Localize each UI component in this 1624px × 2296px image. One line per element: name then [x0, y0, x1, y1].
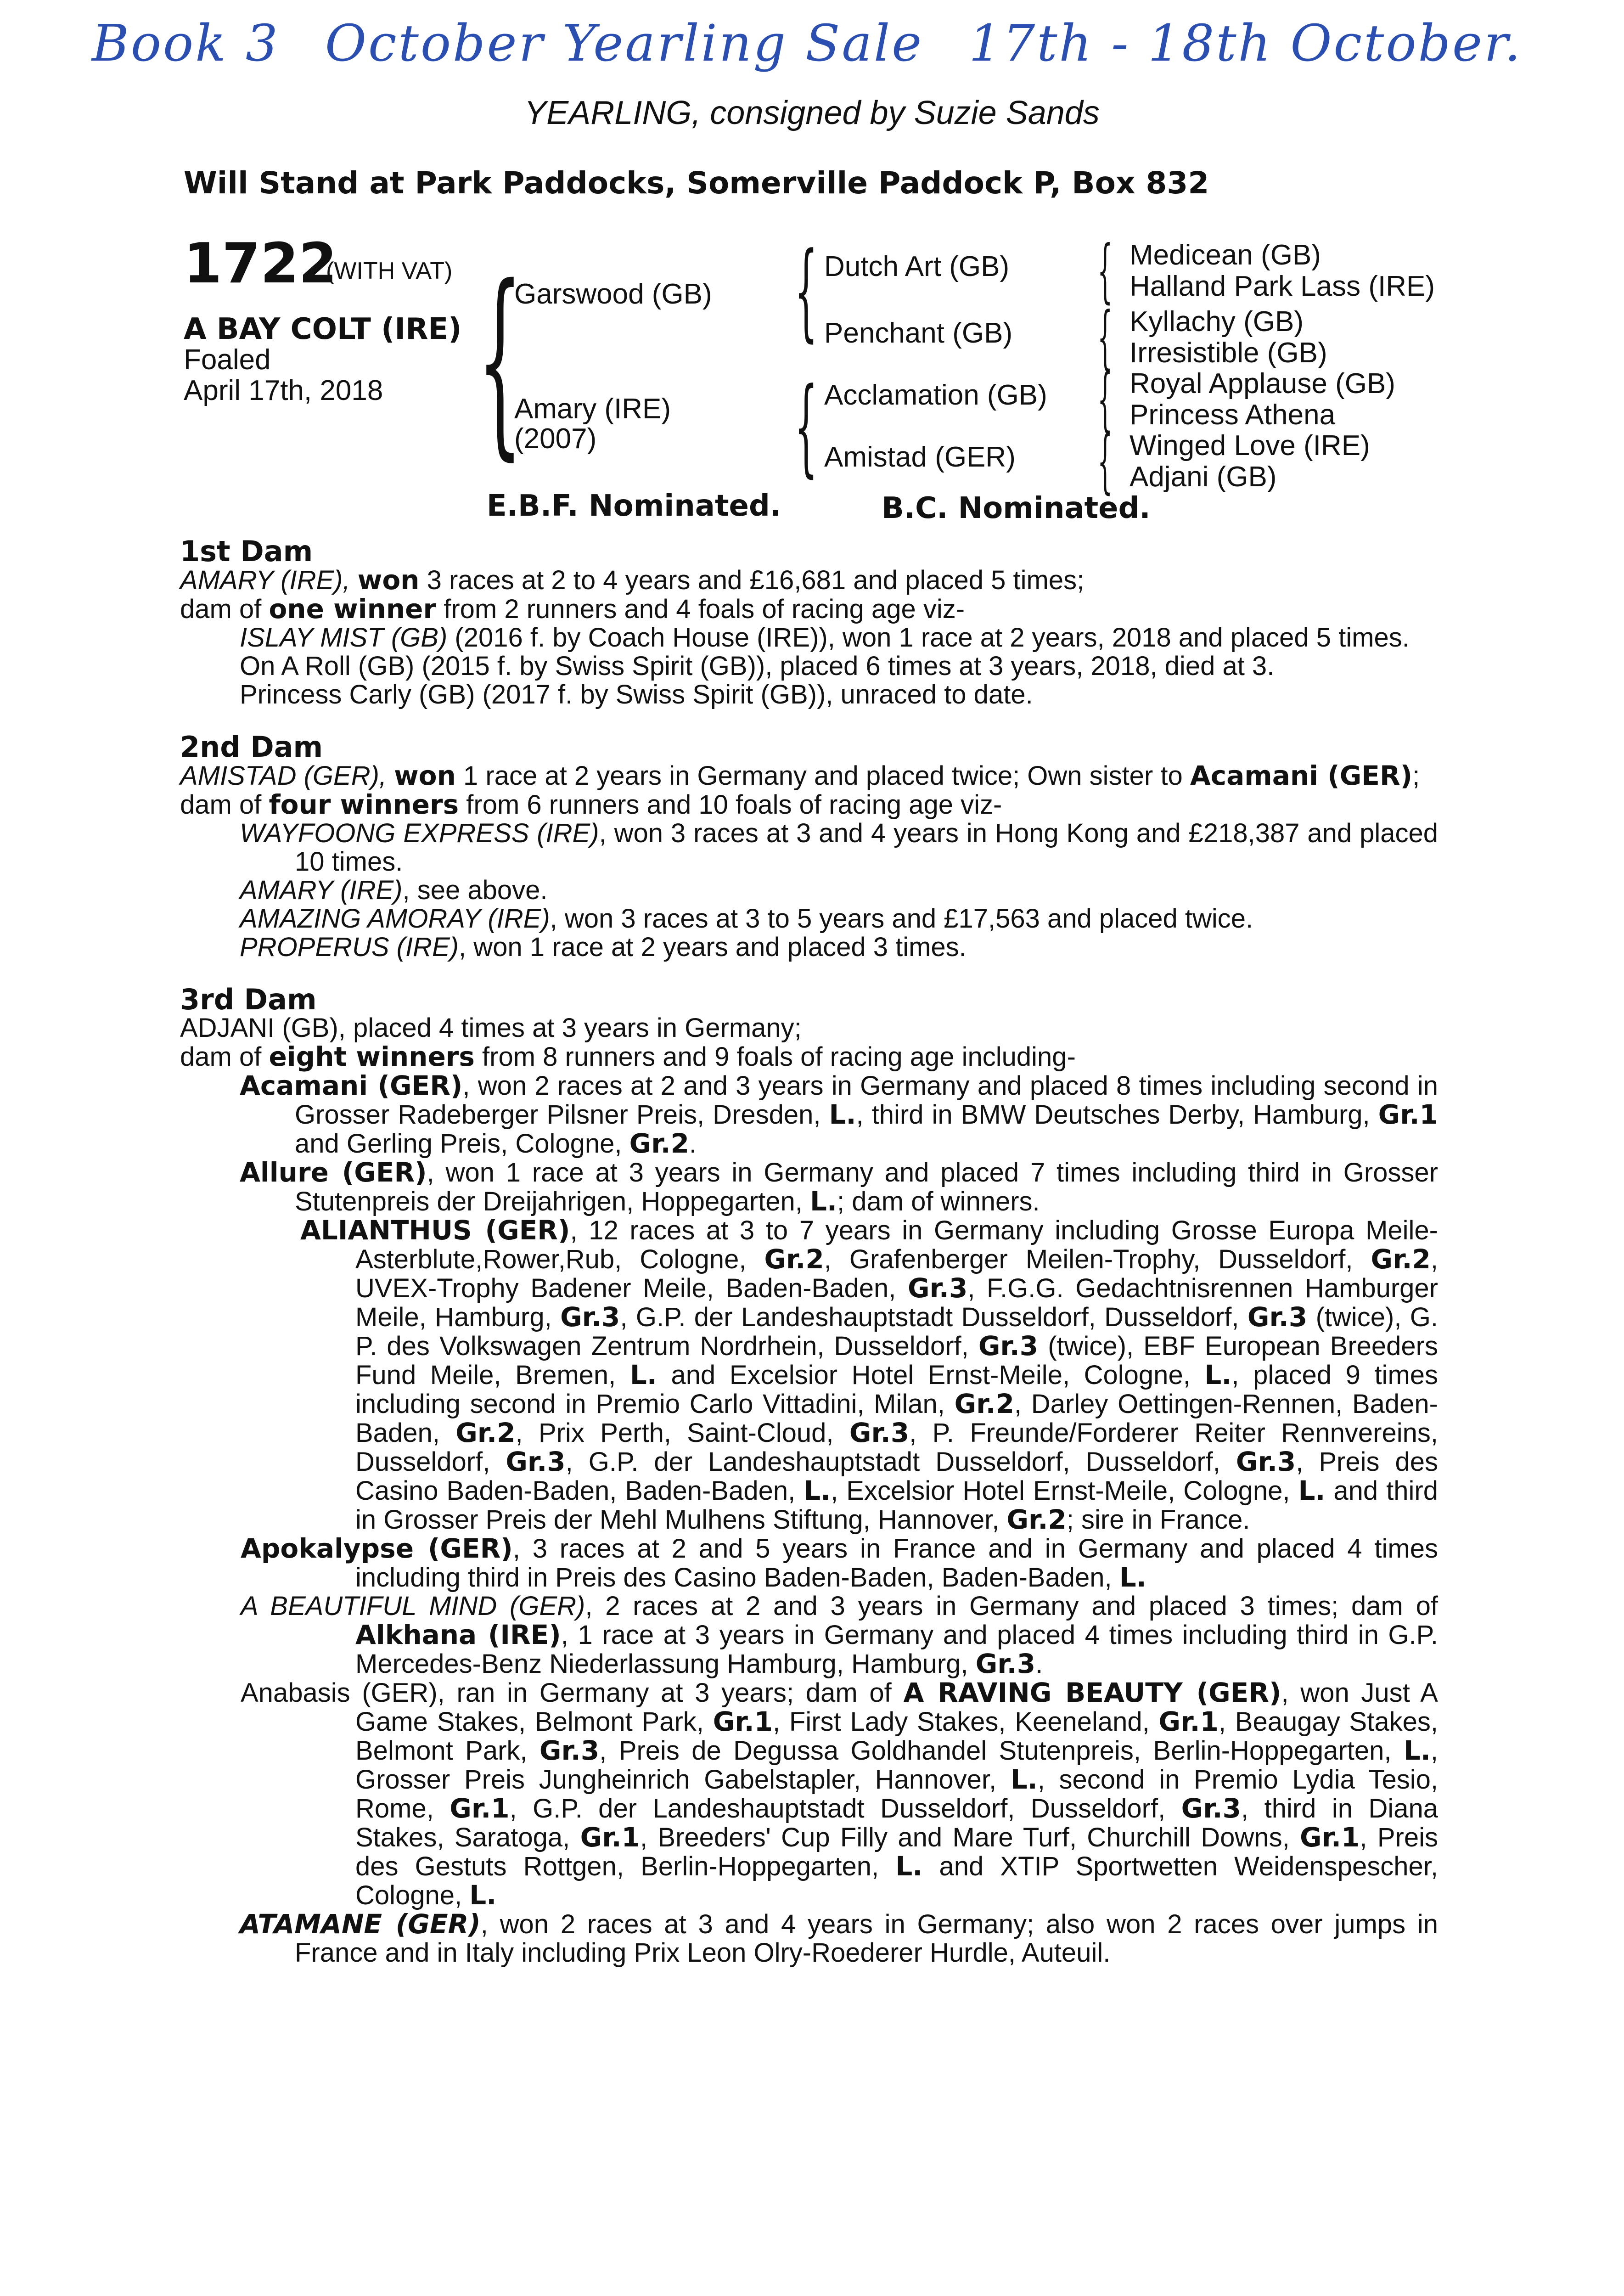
pedigree-dam: Amary (IRE): [514, 393, 671, 425]
produce-entry-beautiful-mind: A BEAUTIFUL MIND (GER), 2 races at 2 and 3 years in Germany and placed 3 times; dam of Alkhana (IRE), 1 race at 3 years in Germany and placed 4 times including third in G.P. Mercedes-Benz Niederlassung Hamburg, Hamburg, Gr.3.: [241, 1591, 1438, 1679]
catalogue-body: [180, 537, 1438, 1967]
foaled-label: Foaled: [184, 344, 271, 376]
first-dam-produce-summary: dam of one winner from 2 runners and 4 foals of racing age viz-: [180, 593, 965, 625]
produce-entry-alianthus: ALIANTHUS (GER), 12 races at 3 to 7 years in Germany including Grosse Europa Meile-Asterblute,Rower,Rub, Cologne, Gr.2, Grafenberger Meilen-Trophy, Dusseldorf, Gr.2, UVEX-Trophy Badener Meile, Baden-Baden, Gr.3, F.G.G. Gedachtnisrennen Hamburger Meile, Hamburg, Gr.3, G.P. der Landeshauptstadt Dusseldorf, Dusseldorf, Gr.3 (twice), G. P. des Volkswagen Zentrum Nordrhein, Dusseldorf, Gr.3 (twice), EBF European Breeders Fund Meile, Bremen, L. and Excelsior Hotel Ernst-Meile, Cologne, L., placed 9 times including second in Premio Carlo Vittadini, Milan, Gr.2, Darley Oettingen-Rennen, Baden-Baden, Gr.2, Prix Perth, Saint-Cloud, Gr.3, P. Freunde/Forderer Reiter Rennvereins, Dusseldorf, Gr.3, G.P. der Landeshauptstadt Dusseldorf, Dusseldorf, Gr.3, Preis des Casino Baden-Baden, Baden-Baden, L., Excelsior Hotel Ernst-Meile, Cologne, L. and third in Grosser Preis der Mehl Mulhens Stiftung, Hannover, Gr.2; sire in France.: [300, 1215, 1439, 1535]
pedigree-ggsire-3: Royal Applause (GB): [1129, 368, 1395, 400]
stand-location: Will Stand at Park Paddocks, Somerville Paddock P, Box 832: [184, 165, 1209, 201]
handwritten-annotation: [92, 14, 1550, 73]
consignor-line: YEARLING, consigned by Suzie Sands: [524, 95, 1100, 131]
produce-entry-acamani: Acamani (GER), won 2 races at 2 and 3 years in Germany and placed 8 times including second in Grosser Radeberger Pilsner Preis, Dresden, L., third in BMW Deutsches Derby, Hamburg, Gr.1 and Gerling Preis, Cologne, Gr.2.: [240, 1070, 1438, 1159]
first-dam-line: AMARY (IRE), won 3 races at 2 to 4 years and £16,681 and placed 5 times;: [180, 564, 1085, 596]
produce-entry-allure: Allure (GER), won 1 race at 3 years in Germany and placed 7 times including third in Grosser Stutenpreis der Dreijahrigen, Hoppegarten, L.; dam of winners.: [240, 1157, 1438, 1217]
third-dam-line: ADJANI (GB), placed 4 times at 3 years in Germany;: [180, 1013, 802, 1043]
second-dam-heading: 2nd Dam: [180, 730, 323, 764]
produce-entry: ISLAY MIST (GB) (2016 f. by Coach House (IRE)), won 1 race at 2 years, 2018 and placed 5 times.: [240, 623, 1410, 653]
pedigree-brace: {: [1097, 360, 1113, 439]
foaled-date: April 17th, 2018: [184, 375, 383, 406]
pedigree-brace: {: [794, 230, 818, 353]
ebf-nominated: E.B.F. Nominated.: [487, 489, 781, 523]
pedigree-sire: Garswood (GB): [514, 278, 712, 310]
first-dam-heading: 1st Dam: [180, 535, 313, 568]
produce-entry: WAYFOONG EXPRESS (IRE), won 3 races at 3 and 4 years in Hong Kong and £218,387 and placed 10 times.: [240, 818, 1438, 877]
pedigree-dam-year: (2007): [514, 423, 597, 455]
third-dam-produce-summary: dam of eight winners from 8 runners and 9 foals of racing age including-: [180, 1041, 1076, 1072]
second-dam-produce-summary: dam of four winners from 6 runners and 10 foals of racing age viz-: [180, 789, 1002, 820]
pedigree-grandsire-2: Acclamation (GB): [824, 379, 1047, 411]
third-dam-heading: 3rd Dam: [180, 983, 317, 1016]
pedigree-brace: {: [794, 366, 818, 488]
pedigree-ggsire-1: Medicean (GB): [1129, 239, 1321, 271]
handwritten-book: Book 3: [92, 14, 280, 73]
second-dam-line: AMISTAD (GER), won 1 race at 2 years in Germany and placed twice; Own sister to Acamani (GER);: [180, 760, 1420, 791]
pedigree-granddam-2: Amistad (GER): [824, 441, 1016, 473]
pedigree-ggdam-4: Adjani (GB): [1129, 461, 1277, 493]
handwritten-sale: October Yearling Sale: [325, 14, 924, 73]
produce-entry-atamane: ATAMANE (GER), won 2 races at 3 and 4 years in Germany; also won 2 races over jumps in France and in Italy including Prix Leon Olry-Roederer Hurdle, Auteuil.: [240, 1908, 1438, 1968]
pedigree-brace: {: [1097, 298, 1113, 377]
produce-entry-apokalypse: Apokalypse (GER), 3 races at 2 and 5 years in France and in Germany and placed 4 times including third in Preis des Casino Baden-Baden, Baden-Baden, L.: [241, 1533, 1439, 1593]
produce-entry: AMARY (IRE), see above.: [240, 875, 548, 905]
pedigree-grandsire-1: Dutch Art (GB): [824, 251, 1010, 282]
produce-entry: PROPERUS (IRE), won 1 race at 2 years and placed 3 times.: [240, 932, 967, 962]
pedigree-brace: {: [1097, 422, 1113, 501]
pedigree-ggsire-2: Kyllachy (GB): [1129, 306, 1304, 338]
lot-number: 1722: [184, 232, 337, 296]
handwritten-dates: 17th - 18th October.: [969, 14, 1523, 73]
lot-title: A BAY COLT (IRE): [184, 312, 462, 346]
produce-entry: Princess Carly (GB) (2017 f. by Swiss Spirit (GB)), unraced to date.: [240, 680, 1033, 709]
pedigree-ggdam-2: Irresistible (GB): [1129, 337, 1327, 369]
vat-note: (WITH VAT): [326, 258, 453, 284]
pedigree-granddam-1: Penchant (GB): [824, 317, 1013, 349]
pedigree-ggdam-3: Princess Athena: [1129, 399, 1336, 431]
pedigree-ggsire-4: Winged Love (IRE): [1129, 430, 1370, 461]
produce-entry: AMAZING AMORAY (IRE), won 3 races at 3 to 5 years and £17,563 and placed twice.: [240, 904, 1253, 934]
pedigree-brace: {: [478, 243, 523, 478]
pedigree-ggdam-1: Halland Park Lass (IRE): [1129, 270, 1435, 302]
produce-entry: On A Roll (GB) (2015 f. by Swiss Spirit (GB)), placed 6 times at 3 years, 2018, died at 3.: [240, 651, 1275, 681]
pedigree-brace: {: [1097, 231, 1113, 311]
produce-entry-anabasis: Anabasis (GER), ran in Germany at 3 years; dam of A RAVING BEAUTY (GER), won Just A Game Stakes, Belmont Park, Gr.1, First Lady Stakes, Keeneland, Gr.1, Beaugay Stakes, Belmont Park, Gr.3, Preis de Degussa Goldhandel Stutenpreis, Berlin-Hoppegarten, L., Grosser Preis Jungheinrich Gabelstapler, Hannover, L., second in Premio Lydia Tesio, Rome, Gr.1, G.P. der Landeshauptstadt Dusseldorf, Dusseldorf, Gr.3, third in Diana Stakes, Saratoga, Gr.1, Breeders' Cup Filly and Mare Turf, Churchill Downs, Gr.1, Preis des Gestuts Rottgen, Berlin-Hoppegarten, L. and XTIP Sportwetten Weidenspescher, Cologne, L.: [241, 1677, 1439, 1911]
bc-nominated: B.C. Nominated.: [882, 491, 1151, 525]
